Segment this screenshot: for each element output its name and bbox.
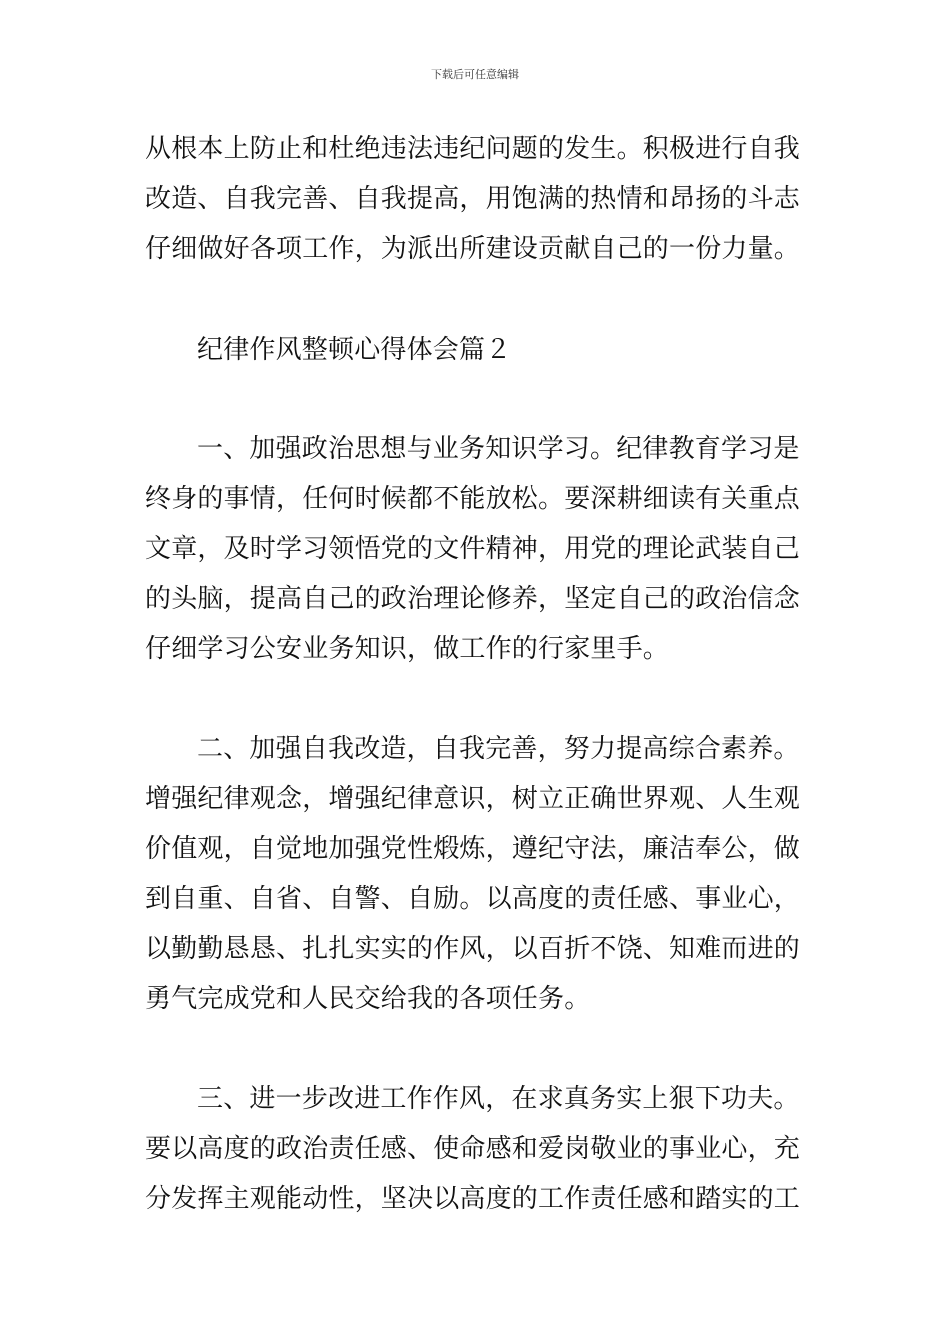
page-header: 下载后可任意编辑 <box>431 68 519 81</box>
paragraph-line: 的头脑，提高自己的政治理论修养，坚定自己的政治信念 <box>145 584 801 614</box>
paragraph-line: 从根本上防止和杜绝违法违纪问题的发生。积极进行自我 <box>145 134 801 164</box>
section-title: 纪律作风整顿心得体会篇２ <box>197 335 512 365</box>
paragraph-line: 改造、自我完善、自我提高，用饱满的热情和昂扬的斗志 <box>145 184 801 214</box>
paragraph-line: 终身的事情，任何时候都不能放松。要深耕细读有关重点 <box>145 484 801 514</box>
paragraph-line: 二、加强自我改造，自我完善，努力提高综合素养。 <box>197 734 800 764</box>
paragraph-line: 要以高度的政治责任感、使命感和爱岗敬业的事业心，充 <box>145 1134 801 1164</box>
paragraph-line: 仔细做好各项工作，为派出所建设贡献自己的一份力量。 <box>145 234 801 264</box>
paragraph-line: 分发挥主观能动性，坚决以高度的工作责任感和踏实的工 <box>145 1184 801 1214</box>
paragraph-line: 价值观，自觉地加强党性煅炼，遵纪守法，廉洁奉公，做 <box>145 834 801 864</box>
paragraph-line: 仔细学习公安业务知识，做工作的行家里手。 <box>145 634 670 664</box>
paragraph-line: 到自重、自省、自警、自励。以高度的责任感、事业心， <box>145 884 801 914</box>
paragraph-line: 文章，及时学习领悟党的文件精神，用党的理论武装自己 <box>145 534 801 564</box>
paragraph-line: 勇气完成党和人民交给我的各项任务。 <box>145 984 591 1014</box>
paragraph-line: 三、进一步改进工作作风，在求真务实上狠下功夫。 <box>197 1084 800 1114</box>
paragraph-line: 一、加强政治思想与业务知识学习。纪律教育学习是 <box>197 434 800 464</box>
paragraph-line: 增强纪律观念，增强纪律意识，树立正确世界观、人生观 <box>145 784 801 814</box>
paragraph-line: 以勤勤恳恳、扎扎实实的作风，以百折不饶、知难而进的 <box>145 934 801 964</box>
